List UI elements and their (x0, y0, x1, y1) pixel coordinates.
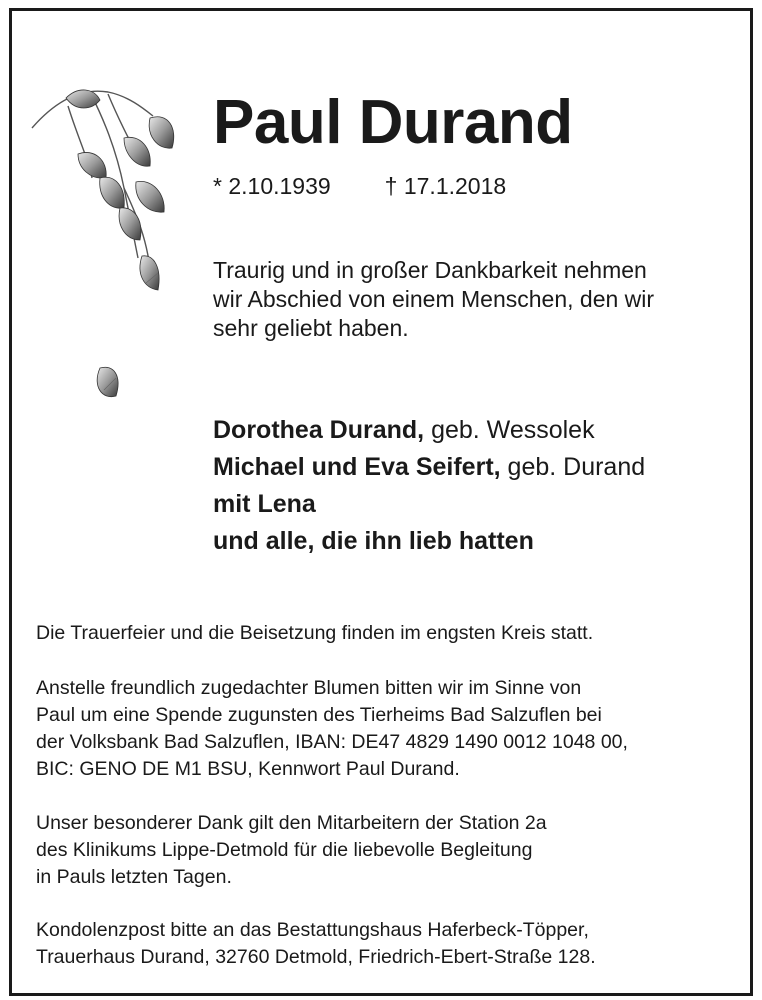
paragraph-line: des Klinikums Lippe-Detmold für die liebevolle Begleitung (36, 839, 533, 861)
paragraph-line: Die Trauerfeier und die Beisetzung finden im engsten Kreis statt. (36, 622, 594, 644)
paragraph-line: Trauerhaus Durand, 32760 Detmold, Friedrich-Ebert-Straße 128. (36, 946, 596, 968)
paragraph-line: Kondolenzpost bitte an das Bestattungshaus Haferbeck-Töpper, (36, 919, 589, 941)
paragraph-line: in Pauls letzten Tagen. (36, 866, 232, 888)
mourner-line (213, 486, 743, 523)
mourner-name: Dorothea Durand, (213, 416, 425, 444)
birch-branch-icon (28, 78, 188, 428)
mourner-name: und alle, die ihn lieb hatten (213, 527, 534, 555)
mourner-line (213, 449, 743, 486)
birth-date: * 2.10.1939 (213, 173, 331, 199)
intro-line: sehr geliebt haben. (213, 315, 409, 341)
mourner-detail: geb. Wessolek (424, 416, 595, 444)
paragraph-line: Unser besonderer Dank gilt den Mitarbeitern der Station 2a (36, 812, 547, 834)
thanks-paragraph (36, 810, 736, 891)
condolence-paragraph (36, 917, 736, 971)
paragraph-line: BIC: GENO DE M1 BSU, Kennwort Paul Durand. (36, 758, 460, 780)
life-dates (213, 175, 506, 198)
intro-line: wir Abschied von einem Menschen, den wir (213, 286, 655, 312)
mourners-list (213, 412, 743, 560)
intro-text (213, 256, 743, 343)
mourner-line (213, 412, 743, 449)
paragraph-line: Anstelle freundlich zugedachter Blumen bitten wir im Sinne von (36, 677, 582, 699)
mourner-line (213, 523, 743, 560)
deceased-name: Paul Durand (213, 88, 573, 157)
ceremony-paragraph (36, 620, 736, 647)
donation-paragraph (36, 675, 736, 783)
mourner-name: mit Lena (213, 490, 316, 518)
mourner-name: Michael und Eva Seifert, (213, 453, 501, 481)
intro-line: Traurig und in großer Dankbarkeit nehmen (213, 257, 647, 283)
death-date: † 17.1.2018 (384, 173, 507, 199)
paragraph-line: Paul um eine Spende zugunsten des Tierheims Bad Salzuflen bei (36, 704, 602, 726)
mourner-detail: geb. Durand (500, 453, 646, 481)
paragraph-line: der Volksbank Bad Salzuflen, IBAN: DE47 4829 1490 0012 1048 00, (36, 731, 628, 753)
